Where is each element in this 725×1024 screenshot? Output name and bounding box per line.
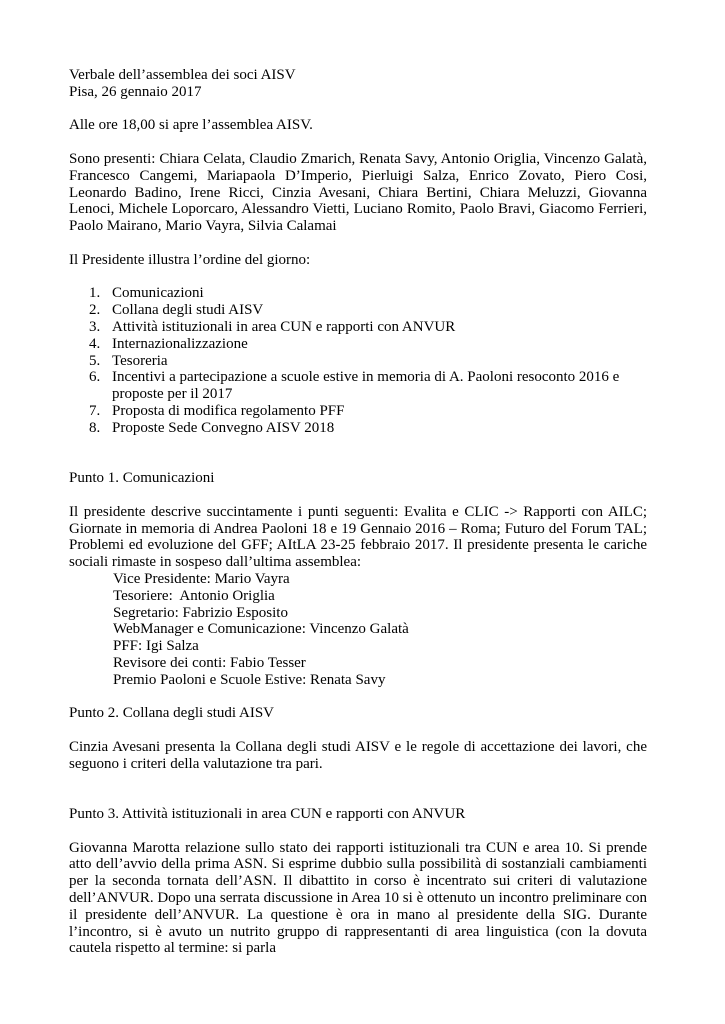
agenda-item-number: 5. [89,352,101,369]
agenda-item-number: 6. [89,369,101,386]
role-item: Revisore dei conti: Fabio Tesser [113,654,306,671]
agenda-item-text: Collana degli studi AISV [112,302,264,319]
role-item: Premio Paoloni e Scuole Estive: Renata Savy [113,671,386,688]
agenda-item [69,403,647,420]
role-item: WebManager e Comunicazione: Vincenzo Galatà [113,621,409,638]
place-date: Pisa, 26 gennaio 2017 [69,83,202,100]
section-2-heading: Punto 2. Collana degli studi AISV [69,705,275,722]
agenda-item-number: 4. [89,335,101,352]
agenda-list [69,285,647,436]
agenda-item [69,302,647,319]
role-item: Tesoriere: Antonio Origlia [113,587,275,604]
section-2-body: Cinzia Avesani presenta la Collana degli studi AISV e le regole di accettazione dei lavori, che seguono i criteri della valutazione tra pari. [69,738,647,772]
section-3-body: Giovanna Marotta relazione sullo stato dei rapporti istituzionali tra CUN e area 10. Si prende atto dell’avvio della prima ASN. Si esprime dubbio sulla possibilità di sostanziali cambiamenti per la seconda tornata dell’ASN. Il dibattito in corso è incentrato sui criteri di valutazione dell’ANVUR. Dopo una serrata discussione in Area 10 si è ottenuto un incontro preliminare con il presidente dell’ANVUR. La questione è ora in mano al presidente della SIG. Durante l’incontro, si è avuto un nutrito gruppo di rappresentanti di area linguistica (con la dovuta cautela rispetto al termine: si parla [69,839,647,957]
agenda-item-number: 7. [89,402,101,419]
agenda-item-text: Internazionalizzazione [112,335,248,352]
agenda-item [69,319,647,336]
agenda-item [69,336,647,353]
document-title: Verbale dell’assemblea dei soci AISV [69,67,296,83]
agenda-item-number: 3. [89,318,101,335]
document-body [69,67,647,957]
section-1-heading: Punto 1. Comunicazioni [69,470,215,487]
agenda-item-number: 1. [89,285,101,302]
attendees-paragraph: Sono presenti: Chiara Celata, Claudio Zmarich, Renata Savy, Antonio Origlia, Vincenzo Galatà, Francesco Cangemi, Mariapaola D’Imperio, Pierluigi Salza, Enrico Zovato, Piero Cosi, Leonardo Badino, Irene Ricci, Cinzia Avesani, Chiara Bertini, Chiara Meluzzi, Giovanna Lenoci, Michele Loporcaro, Alessandro Vietti, Luciano Romito, Paolo Bravi, Giacomo Ferrieri, Paolo Mairano, Mario Vayra, Silvia Calamai [69,150,647,235]
agenda-item-number: 2. [89,302,101,319]
agenda-item-text: Comunicazioni [112,285,204,302]
agenda-item-number: 8. [89,419,101,436]
agenda-intro: Il Presidente illustra l’ordine del giorno: [69,251,311,268]
agenda-item-text: Proposte Sede Convegno AISV 2018 [112,419,335,436]
roles-list [69,571,647,689]
agenda-item-text: Incentivi a partecipazione a scuole estive in memoria di A. Paoloni resoconto 2016 e proposte per il 2017 [112,369,620,403]
role-item: Segretario: Fabrizio Esposito [113,604,288,621]
section-3-heading: Punto 3. Attività istituzionali in area CUN e rapporti con ANVUR [69,806,466,823]
agenda-item [69,420,647,437]
agenda-item-text: Tesoreria [112,352,168,369]
agenda-item-text: Proposta di modifica regolamento PFF [112,402,345,419]
agenda-item [69,285,647,302]
agenda-item [69,353,647,370]
opening-line: Alle ore 18,00 si apre l’assemblea AISV. [69,117,313,134]
role-item: PFF: Igi Salza [113,638,199,655]
agenda-item [69,369,647,403]
role-item: Vice Presidente: Mario Vayra [113,570,290,587]
section-1-body: Il presidente descrive succintamente i punti seguenti: Evalita e CLIC -> Rapporti con AILC; Giornate in memoria di Andrea Paoloni 18 e 19 Gennaio 2016 – Roma; Futuro del Forum TAL; Problemi ed evoluzione del GFF; AItLA 23-25 febbraio 2017. Il presidente presenta le cariche sociali rimaste in sospeso dall’ultima assemblea: [69,503,647,571]
agenda-item-text: Attività istituzionali in area CUN e rapporti con ANVUR [112,318,456,335]
